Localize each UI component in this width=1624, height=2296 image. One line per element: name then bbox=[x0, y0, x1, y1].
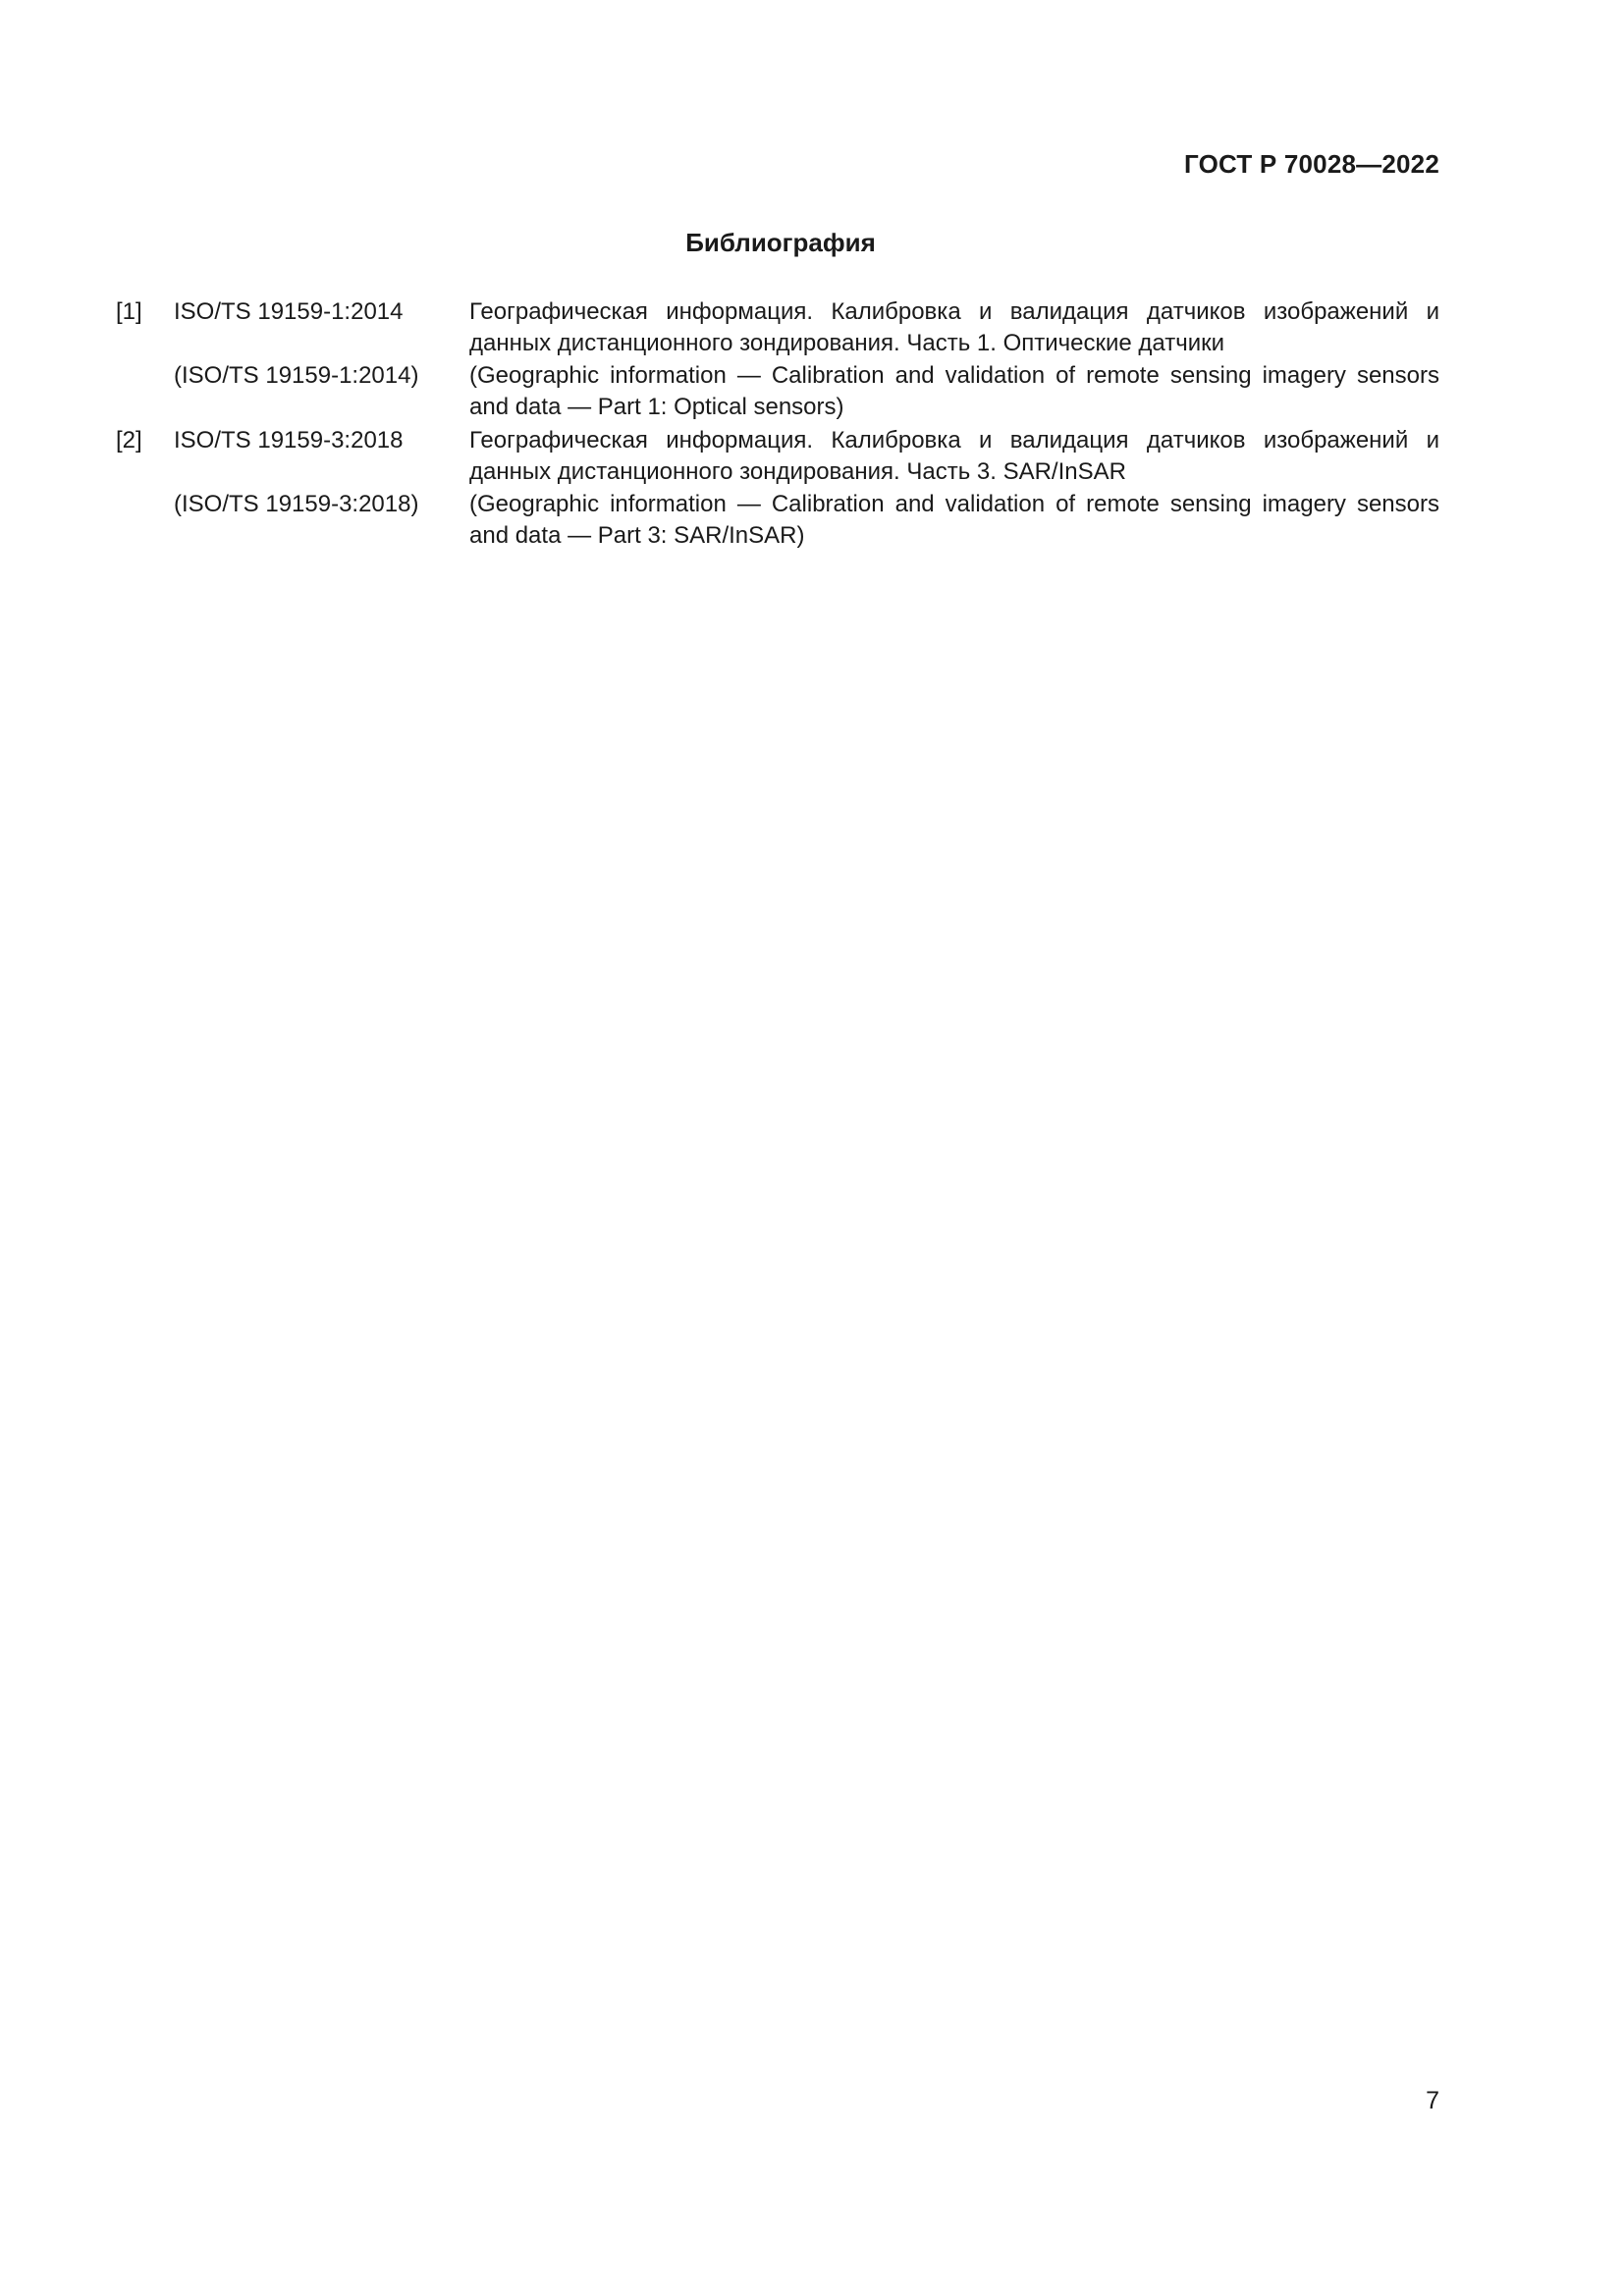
entry-number: [2] bbox=[116, 427, 142, 454]
entry-reference: ISO/TS 19159-3:2018 bbox=[174, 427, 404, 454]
bibliography-entry-2 bbox=[116, 425, 1439, 552]
entry-row-primary bbox=[116, 425, 1439, 488]
entry-number-spacer bbox=[116, 360, 174, 423]
entry-title-ru: Географическая информация. Калибровка и валидация датчиков изображений и данных дистанционного зондирования. Часть 1. Оптические датчики bbox=[469, 298, 1439, 356]
page-number: 7 bbox=[1426, 2087, 1439, 2114]
page-title: Библиография bbox=[685, 228, 876, 257]
entry-row-primary bbox=[116, 296, 1439, 359]
entry-title-en: (Geographic information — Calibration and validation of remote sensing imagery sensors and data — Part 3: SAR/InSAR) bbox=[469, 491, 1439, 549]
entry-number-spacer bbox=[116, 489, 174, 552]
entry-original-reference: (ISO/TS 19159-1:2014) bbox=[174, 362, 419, 389]
entry-original-reference: (ISO/TS 19159-3:2018) bbox=[174, 491, 419, 517]
document-code: ГОСТ Р 70028—2022 bbox=[1184, 149, 1439, 179]
bibliography-list bbox=[116, 296, 1439, 552]
entry-title-ru: Географическая информация. Калибровка и валидация датчиков изображений и данных дистанционного зондирования. Часть 3. SAR/InSAR bbox=[469, 427, 1439, 485]
entry-number: [1] bbox=[116, 298, 142, 325]
entry-reference: ISO/TS 19159-1:2014 bbox=[174, 298, 404, 325]
entry-title-en: (Geographic information — Calibration and validation of remote sensing imagery sensors and data — Part 1: Optical sensors) bbox=[469, 362, 1439, 420]
entry-row-original bbox=[116, 489, 1439, 552]
entry-row-original bbox=[116, 360, 1439, 423]
bibliography-entry-1 bbox=[116, 296, 1439, 423]
